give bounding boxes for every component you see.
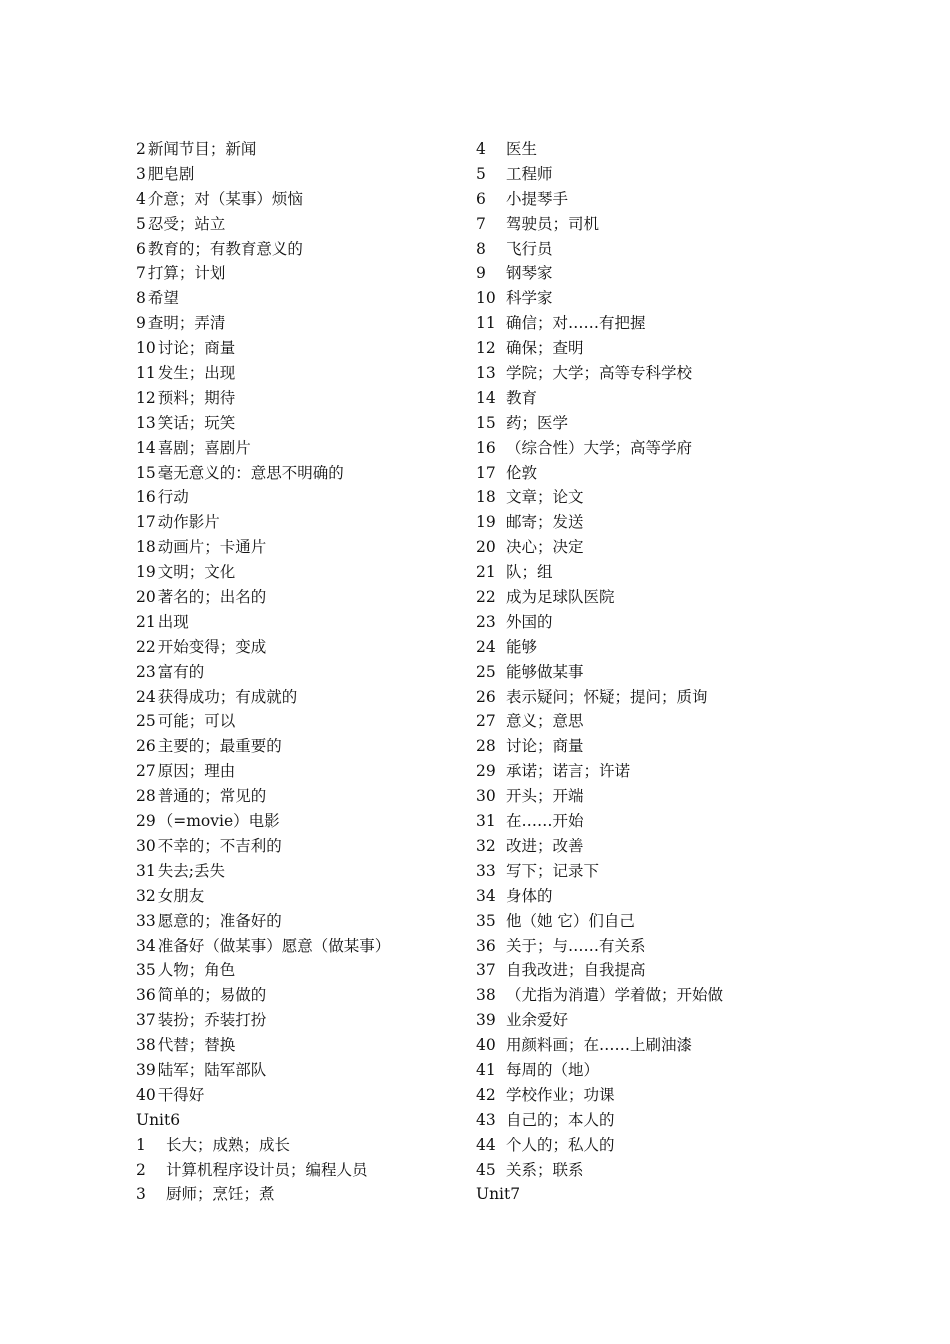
vocab-entry bbox=[136, 884, 466, 909]
entry-definition: 毫无意义的：意思不明确的 bbox=[157, 463, 344, 482]
entry-number: 30 bbox=[476, 787, 496, 806]
entry-number: 2 bbox=[136, 140, 146, 158]
entry-definition: 预料；期待 bbox=[157, 388, 236, 407]
entry-number: 10 bbox=[476, 289, 496, 308]
vocab-entry bbox=[476, 510, 876, 535]
entry-number: 14 bbox=[136, 438, 156, 457]
entry-number: 18 bbox=[136, 538, 156, 557]
vocab-entry bbox=[136, 1182, 466, 1207]
entry-definition: 驾驶员；司机 bbox=[506, 214, 600, 233]
entry-definition: 文明；文化 bbox=[157, 563, 236, 582]
entry-number: 1 bbox=[136, 1135, 146, 1154]
entry-number: 10 bbox=[136, 339, 156, 358]
entry-definition: 科学家 bbox=[506, 289, 553, 308]
entry-definition: 长大；成熟；成长 bbox=[166, 1135, 291, 1154]
entry-definition: 陆军；陆军部队 bbox=[157, 1060, 267, 1079]
entry-definition: （综合性）大学；高等学府 bbox=[506, 438, 693, 457]
entry-definition: 获得成功；有成就的 bbox=[157, 687, 298, 706]
entry-definition: 动画片；卡通片 bbox=[157, 538, 267, 557]
entry-number: 37 bbox=[136, 1011, 156, 1030]
entry-definition: 人物；角色 bbox=[157, 961, 236, 980]
entry-number: 21 bbox=[476, 563, 496, 582]
vocab-entry bbox=[136, 1133, 466, 1158]
entry-number: 18 bbox=[476, 488, 496, 507]
vocab-entry bbox=[476, 685, 876, 710]
entry-number: 37 bbox=[476, 961, 496, 980]
entry-definition: 装扮；乔装打扮 bbox=[157, 1011, 267, 1030]
entry-definition: 忍受；站立 bbox=[147, 214, 226, 233]
entry-number: 38 bbox=[476, 986, 496, 1005]
vocab-entry bbox=[476, 212, 876, 237]
entry-number: 32 bbox=[136, 886, 156, 905]
entry-number: 5 bbox=[476, 164, 486, 183]
entry-number: 3 bbox=[136, 1185, 146, 1204]
vocab-entry bbox=[476, 635, 876, 660]
entry-number: 40 bbox=[476, 1036, 496, 1055]
vocab-entry bbox=[476, 958, 876, 983]
entry-definition: 喜剧；喜剧片 bbox=[157, 438, 251, 457]
entry-number: 39 bbox=[136, 1060, 156, 1079]
vocab-entry bbox=[476, 1133, 876, 1158]
entry-number: 12 bbox=[476, 339, 496, 358]
entry-number: 15 bbox=[136, 463, 156, 482]
vocab-entry bbox=[476, 137, 876, 162]
entry-number: 43 bbox=[476, 1110, 496, 1129]
vocab-entry bbox=[136, 784, 466, 809]
entry-definition: 失去;丢失 bbox=[157, 861, 225, 880]
vocab-entry bbox=[136, 436, 466, 461]
entry-number: 30 bbox=[136, 836, 156, 855]
vocab-entry bbox=[136, 610, 466, 635]
vocab-entry bbox=[136, 909, 466, 934]
vocab-entry bbox=[476, 1008, 876, 1033]
vocab-entry bbox=[136, 510, 466, 535]
entry-number: 8 bbox=[476, 239, 486, 258]
entry-definition: 厨师；烹饪；煮 bbox=[166, 1185, 275, 1204]
vocab-entry bbox=[476, 361, 876, 386]
vocab-entry bbox=[476, 411, 876, 436]
entry-number: 34 bbox=[476, 886, 496, 905]
entry-number: 17 bbox=[136, 513, 156, 532]
entry-number: 28 bbox=[136, 787, 156, 806]
vocab-entry bbox=[136, 709, 466, 734]
entry-number: 11 bbox=[136, 364, 156, 383]
entry-definition: 个人的；私人的 bbox=[506, 1135, 615, 1154]
left-column bbox=[136, 137, 466, 1207]
entry-number: 42 bbox=[476, 1085, 496, 1104]
entry-definition: 飞行员 bbox=[506, 239, 553, 258]
entry-number: 34 bbox=[136, 936, 156, 955]
vocab-entry bbox=[136, 411, 466, 436]
vocab-entry bbox=[476, 934, 876, 959]
vocab-entry bbox=[136, 685, 466, 710]
entry-definition: 简单的；易做的 bbox=[157, 986, 267, 1005]
vocab-entry bbox=[476, 162, 876, 187]
entry-number: 20 bbox=[476, 538, 496, 557]
entry-definition: 学院；大学；高等专科学校 bbox=[506, 364, 693, 383]
entry-number: 32 bbox=[476, 836, 496, 855]
right-column bbox=[476, 137, 876, 1207]
entry-number: 36 bbox=[136, 986, 156, 1005]
entry-number: 41 bbox=[476, 1060, 496, 1079]
entry-number: 40 bbox=[136, 1085, 156, 1104]
entry-definition: 写下；记录下 bbox=[506, 861, 600, 880]
entry-number: 9 bbox=[476, 264, 486, 283]
vocab-entry bbox=[136, 336, 466, 361]
entry-definition: 医生 bbox=[506, 140, 538, 158]
entry-definition: 用颜料画；在……上刷油漆 bbox=[506, 1036, 693, 1055]
vocab-entry bbox=[476, 286, 876, 311]
entry-definition: 介意；对（某事）烦恼 bbox=[147, 189, 303, 208]
entry-definition: 意义；意思 bbox=[506, 712, 584, 731]
entry-definition: 伦敦 bbox=[506, 463, 538, 482]
unit-heading bbox=[136, 1108, 466, 1133]
entry-definition: 决心；决定 bbox=[506, 538, 584, 557]
entry-definition: 富有的 bbox=[157, 662, 205, 681]
vocab-entry bbox=[136, 585, 466, 610]
entry-definition: 主要的；最重要的 bbox=[157, 737, 282, 756]
entry-definition: 外国的 bbox=[506, 612, 553, 631]
entry-number: 44 bbox=[476, 1135, 496, 1154]
entry-number: 6 bbox=[136, 239, 146, 258]
entry-number: 9 bbox=[136, 314, 146, 333]
entry-number: 27 bbox=[476, 712, 496, 731]
entry-definition: 出现 bbox=[157, 612, 189, 631]
vocab-entry bbox=[476, 884, 876, 909]
entry-definition: 计算机程序设计员；编程人员 bbox=[166, 1160, 368, 1179]
entry-definition: 准备好（做某事）愿意（做某事） bbox=[157, 936, 391, 955]
vocab-entry bbox=[476, 535, 876, 560]
vocab-entry bbox=[476, 909, 876, 934]
unit-title: Unit6 bbox=[136, 1110, 181, 1129]
entry-definition: 在……开始 bbox=[506, 812, 584, 831]
vocab-entry bbox=[476, 809, 876, 834]
entry-definition: 发生；出现 bbox=[157, 364, 236, 383]
vocab-entry bbox=[476, 709, 876, 734]
vocab-entry bbox=[476, 660, 876, 685]
vocab-entry bbox=[476, 610, 876, 635]
entry-definition: 能够 bbox=[506, 637, 538, 656]
entry-definition: 普通的；常见的 bbox=[157, 787, 267, 806]
vocab-entry bbox=[476, 461, 876, 486]
entry-definition: 文章；论文 bbox=[506, 488, 584, 507]
vocab-entry bbox=[476, 1033, 876, 1058]
entry-definition: （尤指为消遣）学着做；开始做 bbox=[506, 986, 724, 1005]
vocab-entry bbox=[136, 311, 466, 336]
vocab-entry bbox=[136, 187, 466, 212]
vocab-entry bbox=[136, 1158, 466, 1183]
vocab-entry bbox=[476, 759, 876, 784]
entry-definition: 改进；改善 bbox=[506, 836, 584, 855]
vocab-entry bbox=[136, 1008, 466, 1033]
vocab-entry bbox=[136, 635, 466, 660]
entry-definition: 讨论；商量 bbox=[506, 737, 584, 756]
entry-definition: 邮寄；发送 bbox=[506, 513, 584, 532]
entry-definition: 愿意的；准备好的 bbox=[157, 911, 282, 930]
vocab-entry bbox=[136, 162, 466, 187]
vocab-entry bbox=[136, 660, 466, 685]
entry-number: 36 bbox=[476, 936, 496, 955]
vocab-entry bbox=[136, 1033, 466, 1058]
entry-number: 11 bbox=[476, 314, 496, 333]
entry-definition: 讨论；商量 bbox=[157, 339, 236, 358]
vocab-entry bbox=[476, 585, 876, 610]
vocab-entry bbox=[476, 784, 876, 809]
entry-number: 21 bbox=[136, 612, 156, 631]
entry-number: 45 bbox=[476, 1160, 496, 1179]
vocab-entry bbox=[136, 386, 466, 411]
vocab-entry bbox=[136, 461, 466, 486]
entry-definition: 关于；与……有关系 bbox=[506, 936, 646, 955]
entry-definition: 关系；联系 bbox=[506, 1160, 584, 1179]
entry-definition: 原因；理由 bbox=[157, 762, 236, 781]
entry-definition: 教育 bbox=[506, 388, 538, 407]
entry-number: 31 bbox=[136, 861, 156, 880]
entry-number: 33 bbox=[136, 911, 156, 930]
entry-number: 23 bbox=[136, 662, 156, 681]
entry-definition: 工程师 bbox=[506, 164, 553, 183]
entry-number: 25 bbox=[136, 712, 156, 731]
vocab-entry bbox=[136, 212, 466, 237]
unit-title: Unit7 bbox=[476, 1185, 521, 1204]
vocab-entry bbox=[136, 137, 466, 162]
entry-number: 38 bbox=[136, 1036, 156, 1055]
entry-number: 8 bbox=[136, 289, 146, 308]
entry-definition: 小提琴手 bbox=[506, 189, 569, 208]
entry-number: 24 bbox=[136, 687, 156, 706]
entry-number: 23 bbox=[476, 612, 496, 631]
unit-heading bbox=[476, 1182, 876, 1207]
entry-number: 26 bbox=[476, 687, 496, 706]
vocab-entry bbox=[476, 1083, 876, 1108]
vocab-entry bbox=[476, 436, 876, 461]
vocab-entry bbox=[136, 958, 466, 983]
vocab-entry bbox=[476, 485, 876, 510]
entry-number: 25 bbox=[476, 662, 496, 681]
vocab-entry bbox=[136, 1083, 466, 1108]
entry-definition: 表示疑问；怀疑；提问；质询 bbox=[506, 687, 708, 706]
entry-number: 13 bbox=[136, 413, 156, 432]
vocab-entry bbox=[476, 1058, 876, 1083]
vocab-entry bbox=[476, 1108, 876, 1133]
entry-number: 16 bbox=[476, 438, 496, 457]
entry-definition: 身体的 bbox=[506, 886, 553, 905]
entry-definition: 新闻节目；新闻 bbox=[147, 140, 257, 158]
entry-number: 6 bbox=[476, 189, 486, 208]
entry-number: 5 bbox=[136, 214, 146, 233]
entry-number: 39 bbox=[476, 1011, 496, 1030]
entry-number: 22 bbox=[136, 637, 156, 656]
entry-number: 19 bbox=[136, 563, 156, 582]
entry-number: 35 bbox=[136, 961, 156, 980]
entry-definition: 承诺；诺言；许诺 bbox=[506, 762, 631, 781]
entry-definition: 队；组 bbox=[506, 563, 553, 582]
entry-definition: 教育的；有教育意义的 bbox=[147, 239, 303, 258]
entry-number: 4 bbox=[136, 189, 146, 208]
vocab-entry bbox=[136, 1058, 466, 1083]
entry-definition: 药；医学 bbox=[506, 413, 569, 432]
vocab-entry bbox=[476, 336, 876, 361]
entry-number: 7 bbox=[476, 214, 486, 233]
entry-definition: （=movie）电影 bbox=[157, 812, 280, 831]
vocab-entry bbox=[476, 859, 876, 884]
entry-definition: 学校作业；功课 bbox=[506, 1085, 615, 1104]
entry-number: 3 bbox=[136, 164, 146, 183]
entry-number: 28 bbox=[476, 737, 496, 756]
vocab-entry bbox=[136, 834, 466, 859]
vocab-entry bbox=[136, 361, 466, 386]
entry-definition: 肥皂剧 bbox=[147, 164, 195, 183]
entry-number: 20 bbox=[136, 588, 156, 607]
vocab-entry bbox=[476, 261, 876, 286]
entry-number: 24 bbox=[476, 637, 496, 656]
entry-number: 29 bbox=[136, 812, 156, 831]
entry-number: 31 bbox=[476, 812, 496, 831]
vocab-entry bbox=[136, 983, 466, 1008]
entry-definition: 能够做某事 bbox=[506, 662, 584, 681]
entry-number: 2 bbox=[136, 1160, 146, 1179]
entry-definition: 确信；对……有把握 bbox=[506, 314, 646, 333]
entry-number: 13 bbox=[476, 364, 496, 383]
entry-number: 35 bbox=[476, 911, 496, 930]
entry-number: 22 bbox=[476, 588, 496, 607]
entry-definition: 开始变得；变成 bbox=[157, 637, 267, 656]
vocab-entry bbox=[136, 934, 466, 959]
entry-definition: 确保；查明 bbox=[506, 339, 584, 358]
entry-definition: 自我改进；自我提高 bbox=[506, 961, 646, 980]
vocab-entry bbox=[476, 560, 876, 585]
vocab-entry bbox=[136, 261, 466, 286]
entry-definition: 业余爱好 bbox=[506, 1011, 569, 1030]
entry-number: 27 bbox=[136, 762, 156, 781]
entry-definition: 自己的；本人的 bbox=[506, 1110, 615, 1129]
vocab-entry bbox=[476, 734, 876, 759]
entry-number: 19 bbox=[476, 513, 496, 532]
vocab-entry bbox=[476, 983, 876, 1008]
vocab-entry bbox=[136, 560, 466, 585]
entry-definition: 著名的；出名的 bbox=[157, 588, 267, 607]
vocab-entry bbox=[476, 834, 876, 859]
vocab-entry bbox=[136, 237, 466, 262]
entry-definition: 成为足球队医院 bbox=[506, 588, 615, 607]
entry-definition: 查明；弄清 bbox=[147, 314, 226, 333]
entry-number: 17 bbox=[476, 463, 496, 482]
entry-definition: 钢琴家 bbox=[506, 264, 553, 283]
entry-definition: 可能；可以 bbox=[157, 712, 236, 731]
entry-number: 15 bbox=[476, 413, 496, 432]
entry-number: 29 bbox=[476, 762, 496, 781]
entry-definition: 动作影片 bbox=[157, 513, 220, 532]
vocab-entry bbox=[136, 809, 466, 834]
vocab-entry bbox=[476, 386, 876, 411]
entry-definition: 他（她 它）们自己 bbox=[506, 911, 635, 930]
entry-number: 16 bbox=[136, 488, 156, 507]
vocab-entry bbox=[476, 187, 876, 212]
vocab-entry bbox=[136, 734, 466, 759]
entry-definition: 干得好 bbox=[157, 1085, 205, 1104]
entry-definition: 不幸的；不吉利的 bbox=[157, 836, 282, 855]
vocab-entry bbox=[476, 1158, 876, 1183]
entry-definition: 开头；开端 bbox=[506, 787, 584, 806]
entry-definition: 笑话；玩笑 bbox=[157, 413, 236, 432]
entry-definition: 希望 bbox=[147, 289, 179, 308]
entry-definition: 打算；计划 bbox=[147, 264, 226, 283]
vocab-entry bbox=[136, 859, 466, 884]
vocab-entry bbox=[476, 311, 876, 336]
entry-number: 7 bbox=[136, 264, 146, 283]
entry-number: 4 bbox=[476, 140, 486, 158]
vocab-entry bbox=[476, 237, 876, 262]
entry-number: 14 bbox=[476, 388, 496, 407]
vocab-entry bbox=[136, 286, 466, 311]
entry-number: 26 bbox=[136, 737, 156, 756]
entry-definition: 行动 bbox=[157, 488, 189, 507]
entry-number: 12 bbox=[136, 388, 156, 407]
entry-definition: 女朋友 bbox=[157, 886, 205, 905]
entry-definition: 每周的（地） bbox=[506, 1060, 600, 1079]
entry-number: 33 bbox=[476, 861, 496, 880]
entry-definition: 代替；替换 bbox=[157, 1036, 236, 1055]
vocab-entry bbox=[136, 759, 466, 784]
vocab-entry bbox=[136, 535, 466, 560]
vocab-entry bbox=[136, 485, 466, 510]
